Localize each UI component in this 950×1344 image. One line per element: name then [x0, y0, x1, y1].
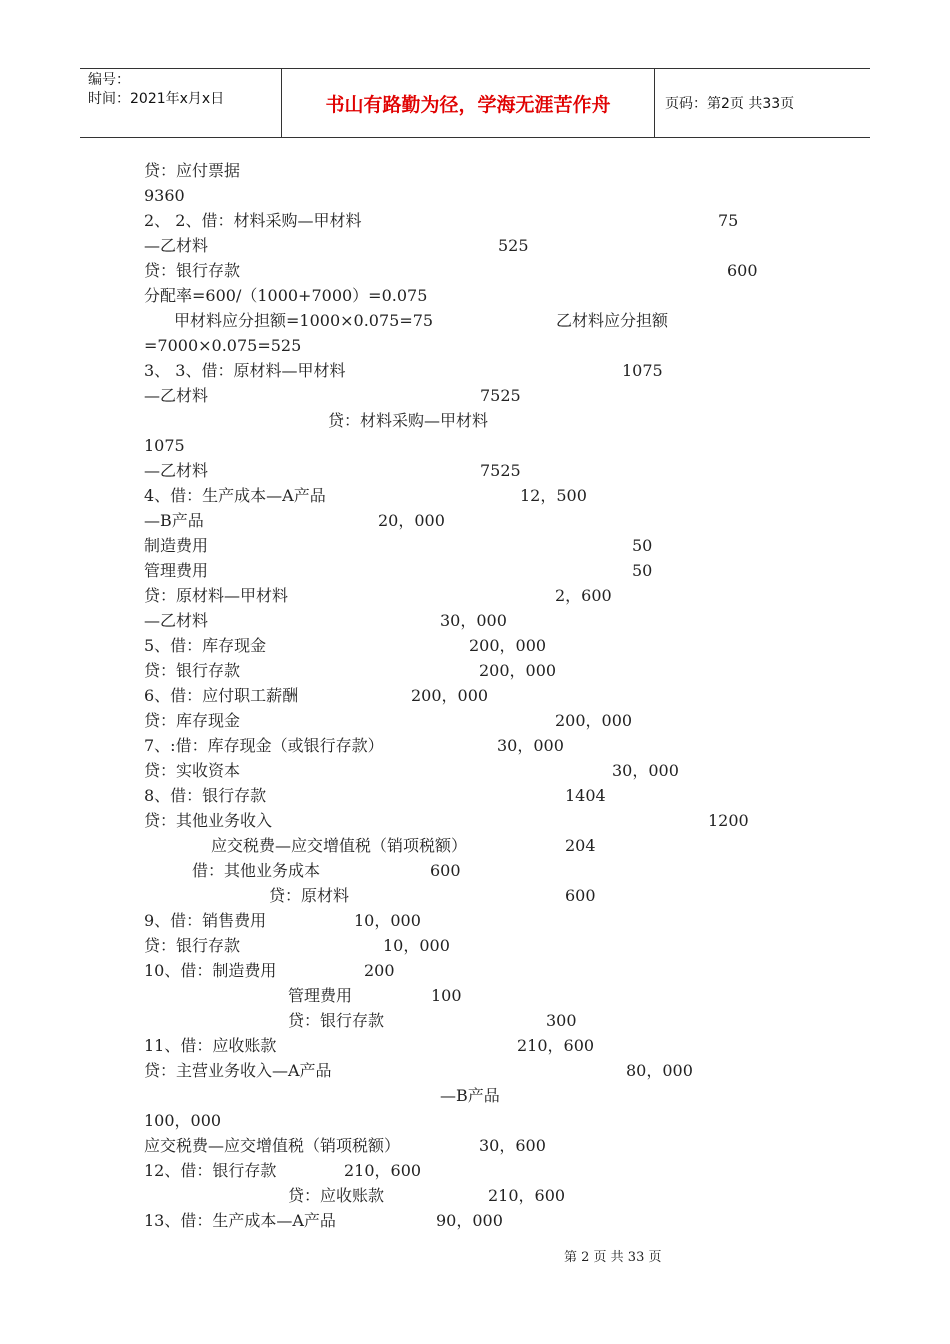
entry-amount: 7525 — [480, 461, 521, 480]
entry-text: 6、借：应付职工薪酬 — [144, 686, 299, 705]
entry-amount: 204 — [565, 836, 596, 855]
entry-amount: 600 — [430, 861, 461, 880]
entry-amount: 30，600 — [479, 1136, 546, 1155]
entry-amount: 80，000 — [626, 1061, 693, 1080]
entry-amount: 12，500 — [520, 486, 587, 505]
entry-text: 管理费用 — [288, 986, 353, 1005]
entry-amount: 200，000 — [555, 711, 633, 730]
entry-text: 9、借：销售费用 — [144, 911, 267, 930]
entry-amount: 90，000 — [436, 1211, 503, 1230]
entry-text: —B产品 — [144, 511, 204, 530]
entry-text: 2、 2、借：材料采购—甲材料 — [144, 211, 362, 230]
entry-text: 甲材料应分担额=1000×0.075=75 — [174, 311, 434, 330]
header-divider — [654, 69, 655, 137]
page-footer: 第 2 页 共 33 页 — [564, 1250, 662, 1265]
entry-text: 应交税费—应交增值税（销项税额） — [211, 836, 468, 855]
entry-text: 乙材料应分担额 — [556, 311, 669, 330]
entry-text: 4、借：生产成本—A产品 — [144, 486, 326, 505]
entry-text: 制造费用 — [144, 536, 209, 555]
entry-text: 贷：银行存款 — [144, 261, 241, 280]
entry-text: 5、借：库存现金 — [144, 636, 267, 655]
entry-amount: 600 — [727, 261, 758, 280]
entry-amount: 30，000 — [440, 611, 507, 630]
entry-text: 贷：库存现金 — [144, 711, 241, 730]
header-meta — [88, 71, 224, 109]
entry-amount: 50 — [632, 561, 653, 580]
entry-text: 100，000 — [144, 1111, 222, 1130]
entry-amount: 210，600 — [517, 1036, 595, 1055]
entry-amount: 1200 — [708, 811, 749, 830]
entry-text: 管理费用 — [144, 561, 209, 580]
document-date: 时间：2021年x月x日 — [88, 91, 225, 107]
entry-amount: 100 — [431, 986, 462, 1005]
header-page-number: 页码：第2页 共33页 — [665, 96, 795, 112]
entry-amount: 50 — [632, 536, 653, 555]
entry-amount: 20，000 — [378, 511, 445, 530]
entry-text: 贷：主营业务收入—A产品 — [144, 1061, 332, 1080]
entry-amount: 300 — [546, 1011, 577, 1030]
entry-amount: 600 — [565, 886, 596, 905]
entry-text: 贷：应收账款 — [288, 1186, 385, 1205]
entry-text: 3、 3、借：原材料—甲材料 — [144, 361, 346, 380]
entry-text: 贷：实收资本 — [144, 761, 241, 780]
entry-text: 13、借：生产成本—A产品 — [144, 1211, 336, 1230]
entry-amount: 200 — [364, 961, 395, 980]
document-number-label: 编号： — [88, 72, 130, 88]
entry-text: 分配率=600/（1000+7000）=0.075 — [144, 286, 428, 305]
entry-amount: 10，000 — [383, 936, 450, 955]
entry-text: 应交税费—应交增值税（销项税额） — [144, 1136, 401, 1155]
entry-text: 9360 — [144, 186, 185, 205]
entry-text: 7、:借：库存现金（或银行存款） — [144, 736, 384, 755]
entry-amount: 200，000 — [411, 686, 489, 705]
entry-amount: 210，600 — [488, 1186, 566, 1205]
entry-text: 8、借：银行存款 — [144, 786, 267, 805]
entry-text: 10、借：制造费用 — [144, 961, 277, 980]
entry-amount: 200，000 — [479, 661, 557, 680]
entry-text: 1075 — [144, 436, 185, 455]
entry-amount: 30，000 — [612, 761, 679, 780]
entry-amount: 75 — [718, 211, 739, 230]
entry-text: 贷：材料采购—甲材料 — [328, 411, 489, 430]
entry-text: 借：其他业务成本 — [192, 861, 321, 880]
entry-text: 贷：应付票据 — [144, 161, 241, 180]
entry-amount: 200，000 — [469, 636, 547, 655]
header-motto: 书山有路勤为径，学海无涯苦作舟 — [325, 93, 611, 116]
entry-text: 11、借：应收账款 — [144, 1036, 277, 1055]
entry-text: 贷：银行存款 — [288, 1011, 385, 1030]
page-header — [80, 68, 870, 138]
entry-text: 贷：银行存款 — [144, 661, 241, 680]
entry-text: 12、借：银行存款 — [144, 1161, 277, 1180]
entry-text: —乙材料 — [144, 386, 209, 405]
entry-amount: 1404 — [565, 786, 606, 805]
entry-amount: 7525 — [480, 386, 521, 405]
entry-text: —乙材料 — [144, 611, 209, 630]
entry-text: =7000×0.075=525 — [144, 336, 302, 355]
entry-text: —B产品 — [440, 1086, 500, 1105]
entry-text: 贷：原材料 — [269, 886, 350, 905]
entry-amount: 1075 — [622, 361, 663, 380]
entry-text: 贷：原材料—甲材料 — [144, 586, 289, 605]
entry-text: 贷：银行存款 — [144, 936, 241, 955]
entry-amount: 210，600 — [344, 1161, 422, 1180]
entry-text: —乙材料 — [144, 236, 209, 255]
entry-amount: 30，000 — [497, 736, 564, 755]
entry-amount: 525 — [498, 236, 529, 255]
entry-text: —乙材料 — [144, 461, 209, 480]
entry-amount: 2，600 — [555, 586, 612, 605]
entry-text: 贷：其他业务收入 — [144, 811, 273, 830]
entry-amount: 10，000 — [354, 911, 421, 930]
